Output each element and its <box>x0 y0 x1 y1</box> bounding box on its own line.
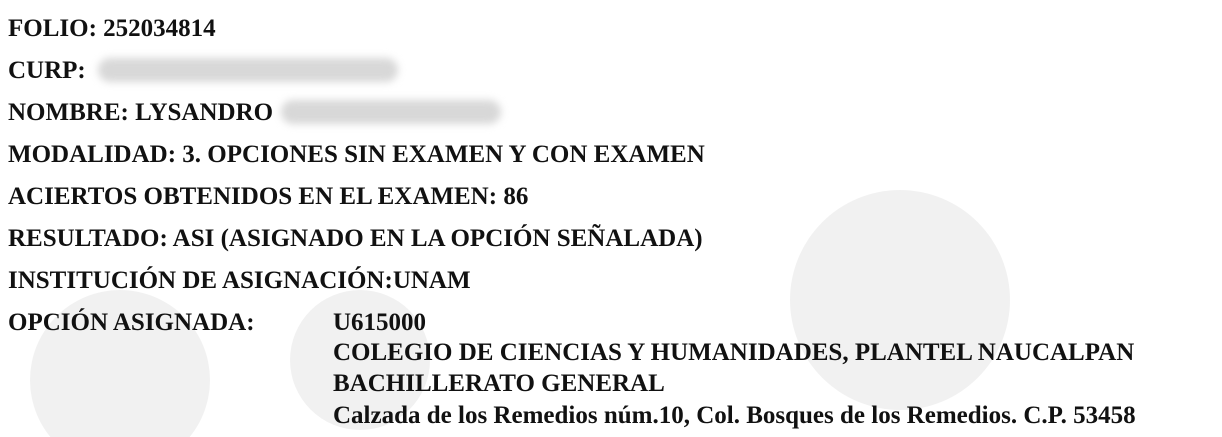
modalidad-value: 3. OPCIONES SIN EXAMEN Y CON EXAMEN <box>182 141 705 168</box>
folio-label: FOLIO: <box>8 15 97 42</box>
resultado-value: ASI (ASIGNADO EN LA OPCIÓN SEÑALADA) <box>172 225 703 252</box>
curp-redacted <box>98 58 398 82</box>
modalidad-line <box>8 140 705 170</box>
institucion-label: INSTITUCIÓN DE ASIGNACIÓN: <box>8 267 393 294</box>
curp-label: CURP: <box>8 57 86 84</box>
opcion-school: COLEGIO DE CIENCIAS Y HUMANIDADES, PLANTEL NAUCALPAN <box>333 339 1135 366</box>
aciertos-label: ACIERTOS OBTENIDOS EN EL EXAMEN: <box>8 183 498 210</box>
aciertos-line <box>8 182 528 212</box>
modalidad-label: MODALIDAD: <box>8 141 177 168</box>
opcion-address: Calzada de los Remedios núm.10, Col. Bosques de los Remedios. C.P. 53458 <box>333 402 1136 429</box>
nombre-redacted <box>281 100 501 124</box>
opcion-code: U615000 <box>333 309 427 336</box>
institucion-line <box>8 266 471 296</box>
curp-line <box>8 56 398 86</box>
resultado-label: RESULTADO: <box>8 225 168 252</box>
folio-value: 252034814 <box>103 15 216 42</box>
nombre-value: LYSANDRO <box>135 99 274 126</box>
folio-line <box>8 14 216 44</box>
opcion-type: BACHILLERATO GENERAL <box>333 370 665 397</box>
nombre-label: NOMBRE: <box>8 99 129 126</box>
resultado-line <box>8 224 703 254</box>
nombre-line <box>8 98 501 128</box>
institucion-value: UNAM <box>392 267 471 294</box>
opcion-label: OPCIÓN ASIGNADA: <box>8 309 255 336</box>
aciertos-value: 86 <box>503 183 529 210</box>
